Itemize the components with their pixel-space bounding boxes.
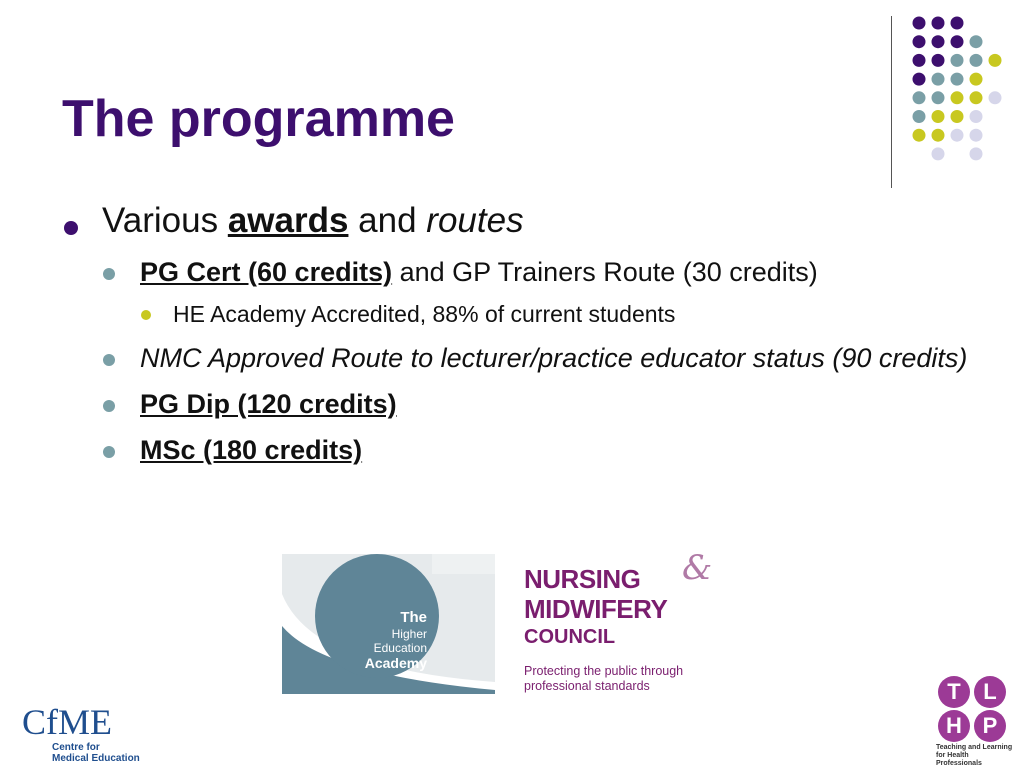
cme-subtitle [52,742,140,764]
decorative-dot [932,17,945,30]
decorative-dot [970,91,983,104]
nmc-route-text: NMC Approved Route to lecturer/practice educator status (90 credits) [140,342,968,373]
decorative-dot [913,73,926,86]
decorative-dot [913,91,926,104]
higher-education-academy-logo [282,554,495,694]
bullet-awards-routes [62,198,982,244]
nmc-tagline [524,664,724,694]
decorative-dot [913,17,926,30]
bullet-pg-cert [62,252,982,292]
he-academy-text: HE Academy Accredited, 88% of current students [173,300,676,327]
bullet-dot-icon [103,268,115,280]
hea-line4: Academy [364,655,427,671]
decorative-dot [932,110,945,123]
bullet-dot-icon [103,446,115,458]
decorative-dot-grid [908,14,1008,174]
hea-line2: Higher [391,627,427,641]
tlhp-h-circle: H [938,710,970,742]
tlhp-tagline-line1: Teaching and Learning [936,744,1013,751]
decorative-dot [951,54,964,67]
pg-cert-text: PG Cert (60 credits) [140,256,393,287]
bullet-routes-text: routes [426,201,524,240]
decorative-dot [970,129,983,142]
bullet-msc [62,430,982,470]
hea-line1: The [400,609,427,626]
decorative-dot [913,129,926,142]
decorative-dot [932,54,945,67]
bullet-text: Various [102,201,228,240]
decorative-dot [970,110,983,123]
bullet-list [62,198,982,476]
bullet-he-academy [62,298,982,330]
decorative-dot [913,35,926,48]
decorative-dot [932,35,945,48]
decorative-dot [970,73,983,86]
decorative-dot [970,147,983,160]
nmc-council-text: COUNCIL [524,626,616,648]
decorative-dot [932,129,945,142]
nmc-tagline-line1: Protecting the public through [524,664,684,678]
cme-subtitle-line1: Centre for [52,742,100,753]
nursing-midwifery-council-logo [524,548,724,697]
centre-for-medical-education-logo [22,704,142,764]
tlhp-tagline [936,744,1016,768]
bullet-nmc-route [62,338,982,378]
decorative-dot [951,129,964,142]
bullet-dot-icon [141,310,151,320]
bullet-awards-text: awards [227,201,349,240]
tlhp-p-circle: P [974,710,1006,742]
decorative-dot [951,35,964,48]
gp-trainers-text: and GP Trainers Route (30 credits) [392,256,818,287]
hea-line3: Education [373,641,427,655]
slide-title: The programme [62,90,455,148]
decorative-dot [932,91,945,104]
decorative-dot [932,147,945,160]
decorative-dot [951,17,964,30]
msc-text: MSc (180 credits) [140,434,363,465]
decorative-dot [913,54,926,67]
cme-wordmark: CfME [22,702,112,742]
bullet-dot-icon [103,354,115,366]
nmc-ampersand: & [682,548,713,588]
decorative-dot [932,73,945,86]
nmc-nursing-text: NURSING [524,564,641,594]
decorative-dot [970,54,983,67]
cme-subtitle-line2: Medical Education [52,753,140,764]
decorative-dot [951,73,964,86]
decorative-dot [970,35,983,48]
tlhp-tagline-line2: for Health Professionals [936,752,982,767]
decorative-dot [951,91,964,104]
bullet-pg-dip [62,384,982,424]
bullet-dot-icon [64,221,78,235]
nmc-midwifery-text: MIDWIFERY [524,594,668,624]
decorative-dot [989,91,1002,104]
nmc-tagline-line2: professional standards [524,679,650,693]
divider-line [891,16,892,188]
pg-dip-text: PG Dip (120 credits) [140,388,397,419]
tlhp-l-circle: L [974,676,1006,708]
tlhp-t-circle: T [938,676,970,708]
decorative-dot [951,110,964,123]
bullet-text: and [348,201,427,240]
decorative-dot [989,54,1002,67]
decorative-dot [913,110,926,123]
bullet-dot-icon [103,400,115,412]
tlhp-logo [934,676,1014,767]
